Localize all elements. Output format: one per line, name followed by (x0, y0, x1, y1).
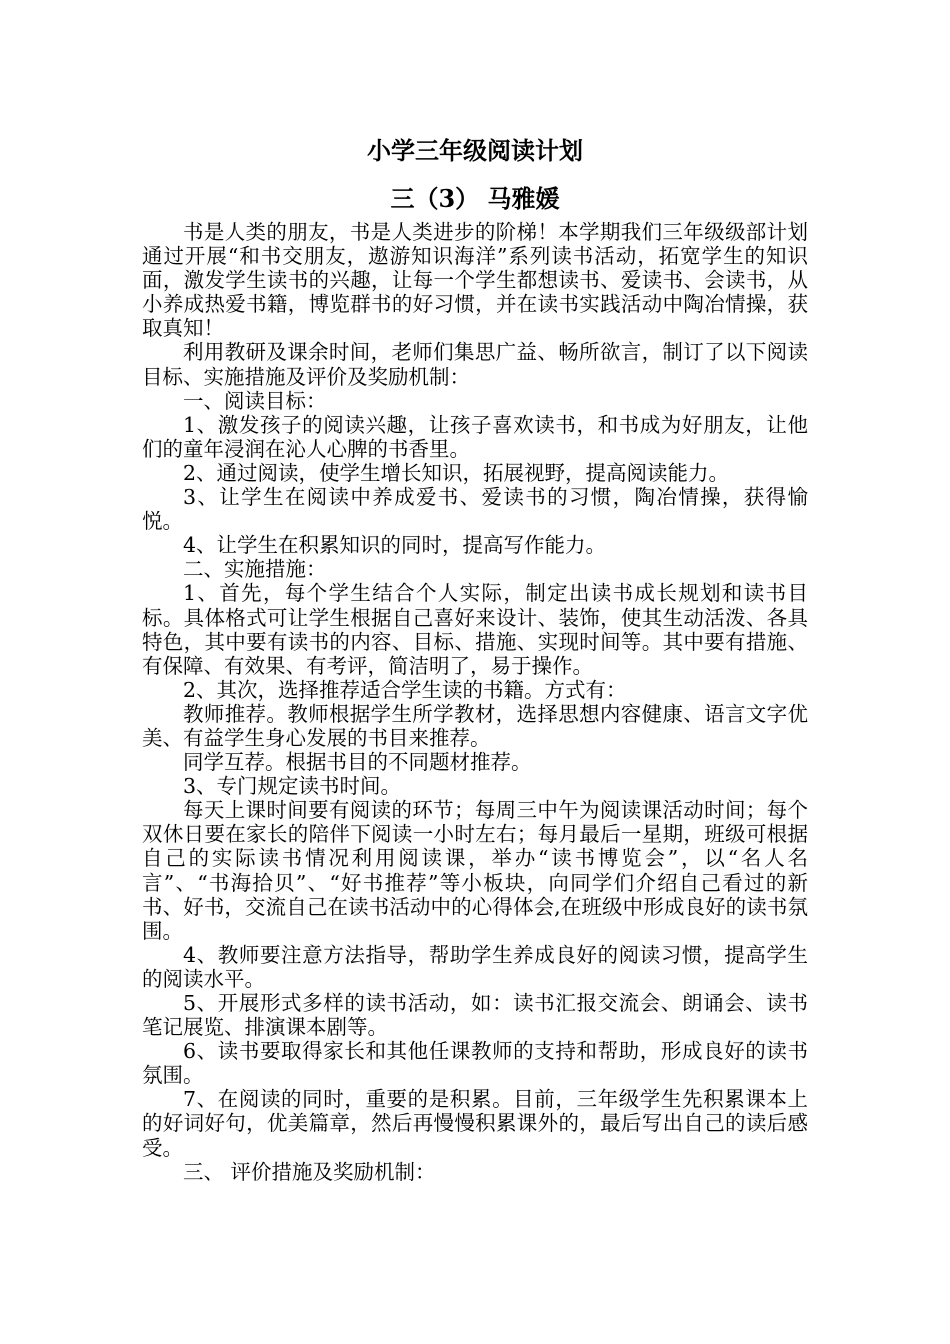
goal-item: 3、让学生在阅读中养成爱书、爱读书的习惯，陶冶情操，获得愉悦。 (142, 485, 808, 534)
goal-item: 4、让学生在积累知识的同时，提高写作能力。 (183, 533, 607, 558)
paragraph-intro: 书是人类的朋友，书是人类进步的阶梯！本学期我们三年级级部计划通过开展“和书交朋友，遨游知识海洋”系列读书活动，拓宽学生的知识面，激发学生读书的兴趣，让每一个学生都想读书、爱读书、会读书，从小养成热爱书籍，博览群书的好习惯，并在读书实践活动中陶冶情操，获取真知！ (142, 220, 808, 341)
measure-detail: 同学互荐。根据书目的不同题材推荐。 (183, 750, 532, 775)
measure-detail: 教师推荐。教师根据学生所学教材，选择思想内容健康、语言文字优美、有益学生身心发展的书目来推荐。 (142, 701, 808, 750)
goal-item: 1、激发孩子的阅读兴趣，让孩子喜欢读书，和书成为好朋友，让他们的童年浸润在沁人心脾的书香里。 (142, 412, 808, 461)
measure-item: 5、开展形式多样的读书活动，如：读书汇报交流会、朗诵会、读书笔记展览、排演课本剧等。 (142, 991, 808, 1040)
measure-item: 3、专门规定读书时间。 (183, 774, 402, 799)
goal-item: 2、通过阅读，使学生增长知识，拓展视野，提高阅读能力。 (183, 460, 730, 485)
paragraph-overview: 利用教研及课余时间，老师们集思广益、畅所欲言，制订了以下阅读目标、实施措施及评价及奖励机制： (142, 340, 808, 389)
document-subtitle: 三（3） 马雅媛 (390, 184, 560, 213)
measure-item: 1、首先，每个学生结合个人实际，制定出读书成长规划和读书目标。具体格式可让学生根据自己喜好来设计、装饰，使其生动活泼、各具特色，其中要有读书的内容、目标、措施、实现时间等。其中要有措施、有保障、有效果、有考评，简洁明了，易于操作。 (142, 581, 808, 678)
measure-item: 2、其次，选择推荐适合学生读的书籍。方式有： (183, 677, 627, 702)
section-heading-measures: 二、实施措施： (183, 557, 327, 582)
section-heading-goals: 一、阅读目标： (183, 388, 327, 413)
document-title: 小学三年级阅读计划 (367, 136, 583, 165)
measure-item: 4、教师要注意方法指导，帮助学生养成良好的阅读习惯，提高学生的阅读水平。 (142, 942, 808, 991)
measure-item: 7、在阅读的同时，重要的是积累。目前，三年级学生先积累课本上的好词好句，优美篇章，然后再慢慢积累课外的，最后写出自己的读后感受。 (142, 1087, 808, 1160)
measure-item: 6、读书要取得家长和其他任课教师的支持和帮助，形成良好的读书氛围。 (142, 1039, 808, 1088)
section-heading-evaluation: 三、 评价措施及奖励机制： (183, 1159, 436, 1184)
measure-detail: 每天上课时间要有阅读的环节；每周三中午为阅读课活动时间；每个双休日要在家长的陪伴下阅读一小时左右；每月最后一星期，班级可根据自己的实际读书情况利用阅读课，举办“读书博览会”，以“名人名言”、“书海拾贝”、“好书推荐”等小板块，向同学们介绍自己看过的新书、好书，交流自己在读书活动中的心得体会,在班级中形成良好的读书氛围。 (142, 798, 808, 943)
document-body (142, 220, 808, 1184)
